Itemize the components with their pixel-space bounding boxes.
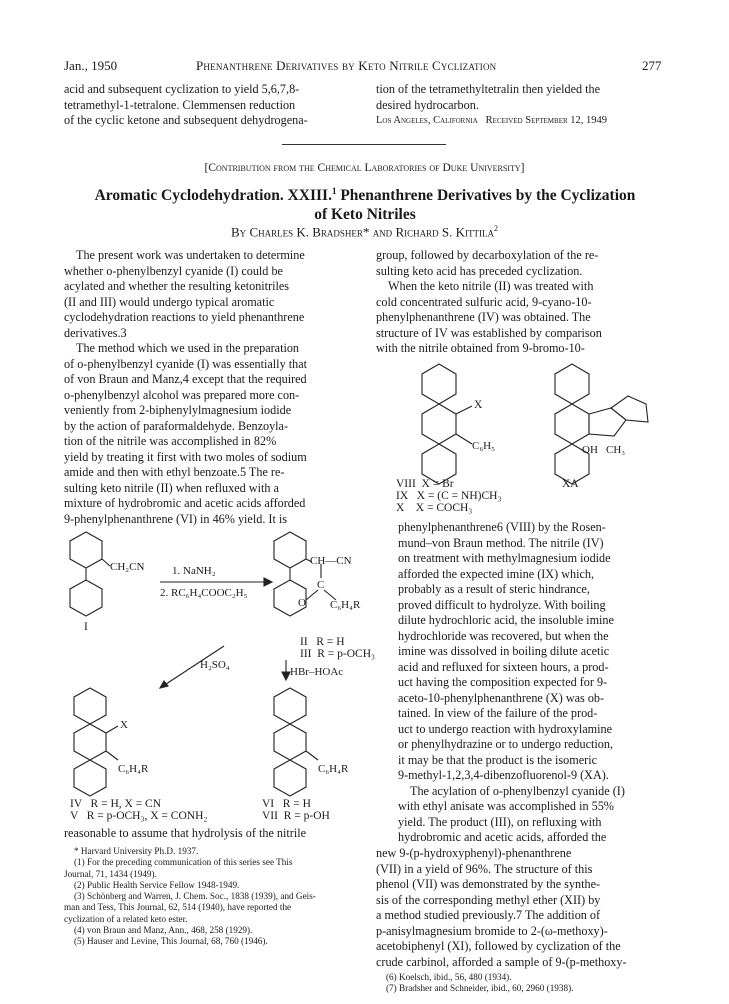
prev-article-right: tion of the tetramethyltetralin then yielded the desired hydrocarbon. Los Angeles, California Received September 12, 1949 (376, 82, 608, 126)
reaction-scheme (64, 528, 374, 820)
label-i: I (84, 621, 88, 633)
label-v: V R = p-OCH₃, X = CONH₂ (70, 810, 208, 822)
substituent-oh: OH (582, 444, 598, 456)
group-c6h4r-ketone: C₆H₄R (330, 599, 361, 611)
group-c6h4r-iv: C₆H₄R (118, 763, 149, 775)
left-column-intro: The present work was undertaken to determine whether o-phenylbenzyl cyanide (I) could be acylated and whether the resulting ketonitriles (II and III) would undergo typical aromatic cyclodehydration reactions to yield phenanthrene derivatives.3 The method which we used in the preparation of o-phenylbenzyl cyanide (I) was essentially that of von Braun and Manz,4 except that the required o-phenylbenzyl alcohol was prepared more con- veniently from 2-biphenylylmagnesium iodide by the action of paraformaldehyde. Benzoyla- tion of the nitrile was accomplished in 82% yield by treating it first with two moles of sodium amide and then with ethyl benzoate.5 The re- sulting keto nitrile (II) when refluxed with a mixture of hydrobromic and acetic acids afforded 9-phenylphenanthrene (VI) in 46% yield. It is (64, 248, 307, 526)
group-ch2cn: CH₂CN (110, 561, 145, 573)
label-iii: III R = p-OCH₃ (300, 648, 376, 660)
contribution-line: [Contribution from the Chemical Laboratories of Duke University] (204, 162, 525, 174)
right-column-body-narrow: phenylphenanthrene6 (VIII) by the Rosen- mund–von Braun method. The nitrile (IV) on treatment with methylmagnesium iodide afforded the expected imine (IX) which, probably as a result of steric hindrance, proved difficult to hydrolyze. With boiling dilute hydrochloric acid, the insoluble imine hydrochloride was recovered, but when the imine was dissolved in boiling dilute acetic acid and refluxed for sixteen hours, a prod- uct having the composition expected for 9- aceto-10-phenylphenanthrene (X) was ob- tained. In view of the failure of the prod- uct to undergo reaction with hydroxylamine or phenylhydrazine or to undergo reduction, it may be that the product is the isomeric 9-methyl-1,2,3,4-dibenzofluorenol-9 (XA). The acylation of o-phenylbenzyl cyanide (I) with ethyl anisate was accomplished in 55% yield. The product (III), on refluxing with hydrobromic and acetic acids, afforded the (398, 520, 625, 844)
label-viii: VIII X = Br (396, 478, 454, 490)
authors-line: By Charles K. Bradsher* and Richard S. Kittila$^2$ (231, 224, 498, 240)
reagent-hbr-hoac: HBr–HOAc (290, 666, 344, 678)
atom-o: O (298, 597, 306, 609)
running-header-date: Jan., 1950 (64, 58, 118, 73)
page-number: 277 (642, 58, 662, 73)
atom-c: C (317, 579, 325, 591)
left-column-continuation: reasonable to assume that hydrolysis of the nitrile (64, 826, 307, 840)
substituent-x: X (474, 399, 483, 411)
label-iv: IV R = H, X = CN (70, 798, 162, 810)
reagent-step1: 1. NaNH₂ (172, 565, 216, 577)
right-column-body-wide: new 9-(p-hydroxyphenyl)-phenanthrene (VII) in a yield of 96%. The structure of this phenol (VII) was demonstrated by the synthe- sis of the corresponding methyl ether (XII) by a method studied previously.7 The addition of p-anisylmagnesium bromide to 2-(ω-methoxy)- acetobiphenyl (XI), followed by cyclization of the crude carbinol, afforded a sample of 9-(p-methoxy- (376, 846, 627, 969)
substituent-x-iv: X (120, 719, 128, 731)
group-c6h4r-vi: C₆H₄R (318, 763, 349, 775)
prev-article-left: acid and subsequent cyclization to yield 5,6,7,8- tetramethyl-1-tetralone. Clemmensen reduction of the cyclic ketone and subsequent dehydrogena- (64, 82, 308, 127)
substituent-c6h5: C₆H₅ (472, 440, 495, 452)
label-vii: VII R = p-OH (262, 810, 330, 822)
label-ii: II R = H (300, 636, 345, 648)
footnotes-right: (6) Koelsch, ibid., 56, 480 (1934). (7) Bradsher and Schneider, ibid., 60, 2960 (1938). (386, 972, 574, 994)
label-xa: XA (562, 478, 579, 490)
footnotes-left: * Harvard University Ph.D. 1937. (1) For the preceding communication of this series see This Journal, 71, 1434 (1949). (2) Public Health Service Fellow 1948-1949. (3) Schönberg and Warren, J. Chem. Soc., 1838 (1939), and Geis- man and Tess, This Journal, 62, 514 (1940), have reported the cyclization of a related keto ester. (4) von Braun and Manz, Ann., 468, 258 (1929). (5) Hauser and Levine, This Journal, 68, 760 (1946). (64, 846, 316, 947)
separator-rule (282, 144, 446, 145)
label-vi: VI R = H (262, 798, 311, 810)
group-ch-cn: CH—CN (310, 555, 352, 567)
running-header-title: Phenanthrene Derivatives by Keto Nitrile Cyclization (196, 58, 497, 73)
reagent-step2: 2. RC₆H₄COOC₂H₅ (160, 587, 248, 599)
label-ix: IX X = (C = NH)CH₃ (396, 490, 502, 502)
right-column-top: group, followed by decarboxylation of the re- sulting keto acid has preceded cyclization. When the keto nitrile (II) was treated with cold concentrated sulfuric acid, 9-cyano-10- phenylphenanthrene (IV) was obtained. The structure of IV was established by comparison with the nitrile obtained from 9-bromo-10- (376, 248, 602, 355)
reagent-h2so4: H₂SO₄ (200, 659, 230, 671)
substituent-ch3: CH₃ (606, 444, 626, 456)
article-title: Aromatic Cyclodehydration. XXIII.$^1$ Phenanthrene Derivatives by the Cyclization of Keto Nitriles (94, 186, 636, 224)
label-x: X X = COCH₃ (396, 502, 473, 514)
